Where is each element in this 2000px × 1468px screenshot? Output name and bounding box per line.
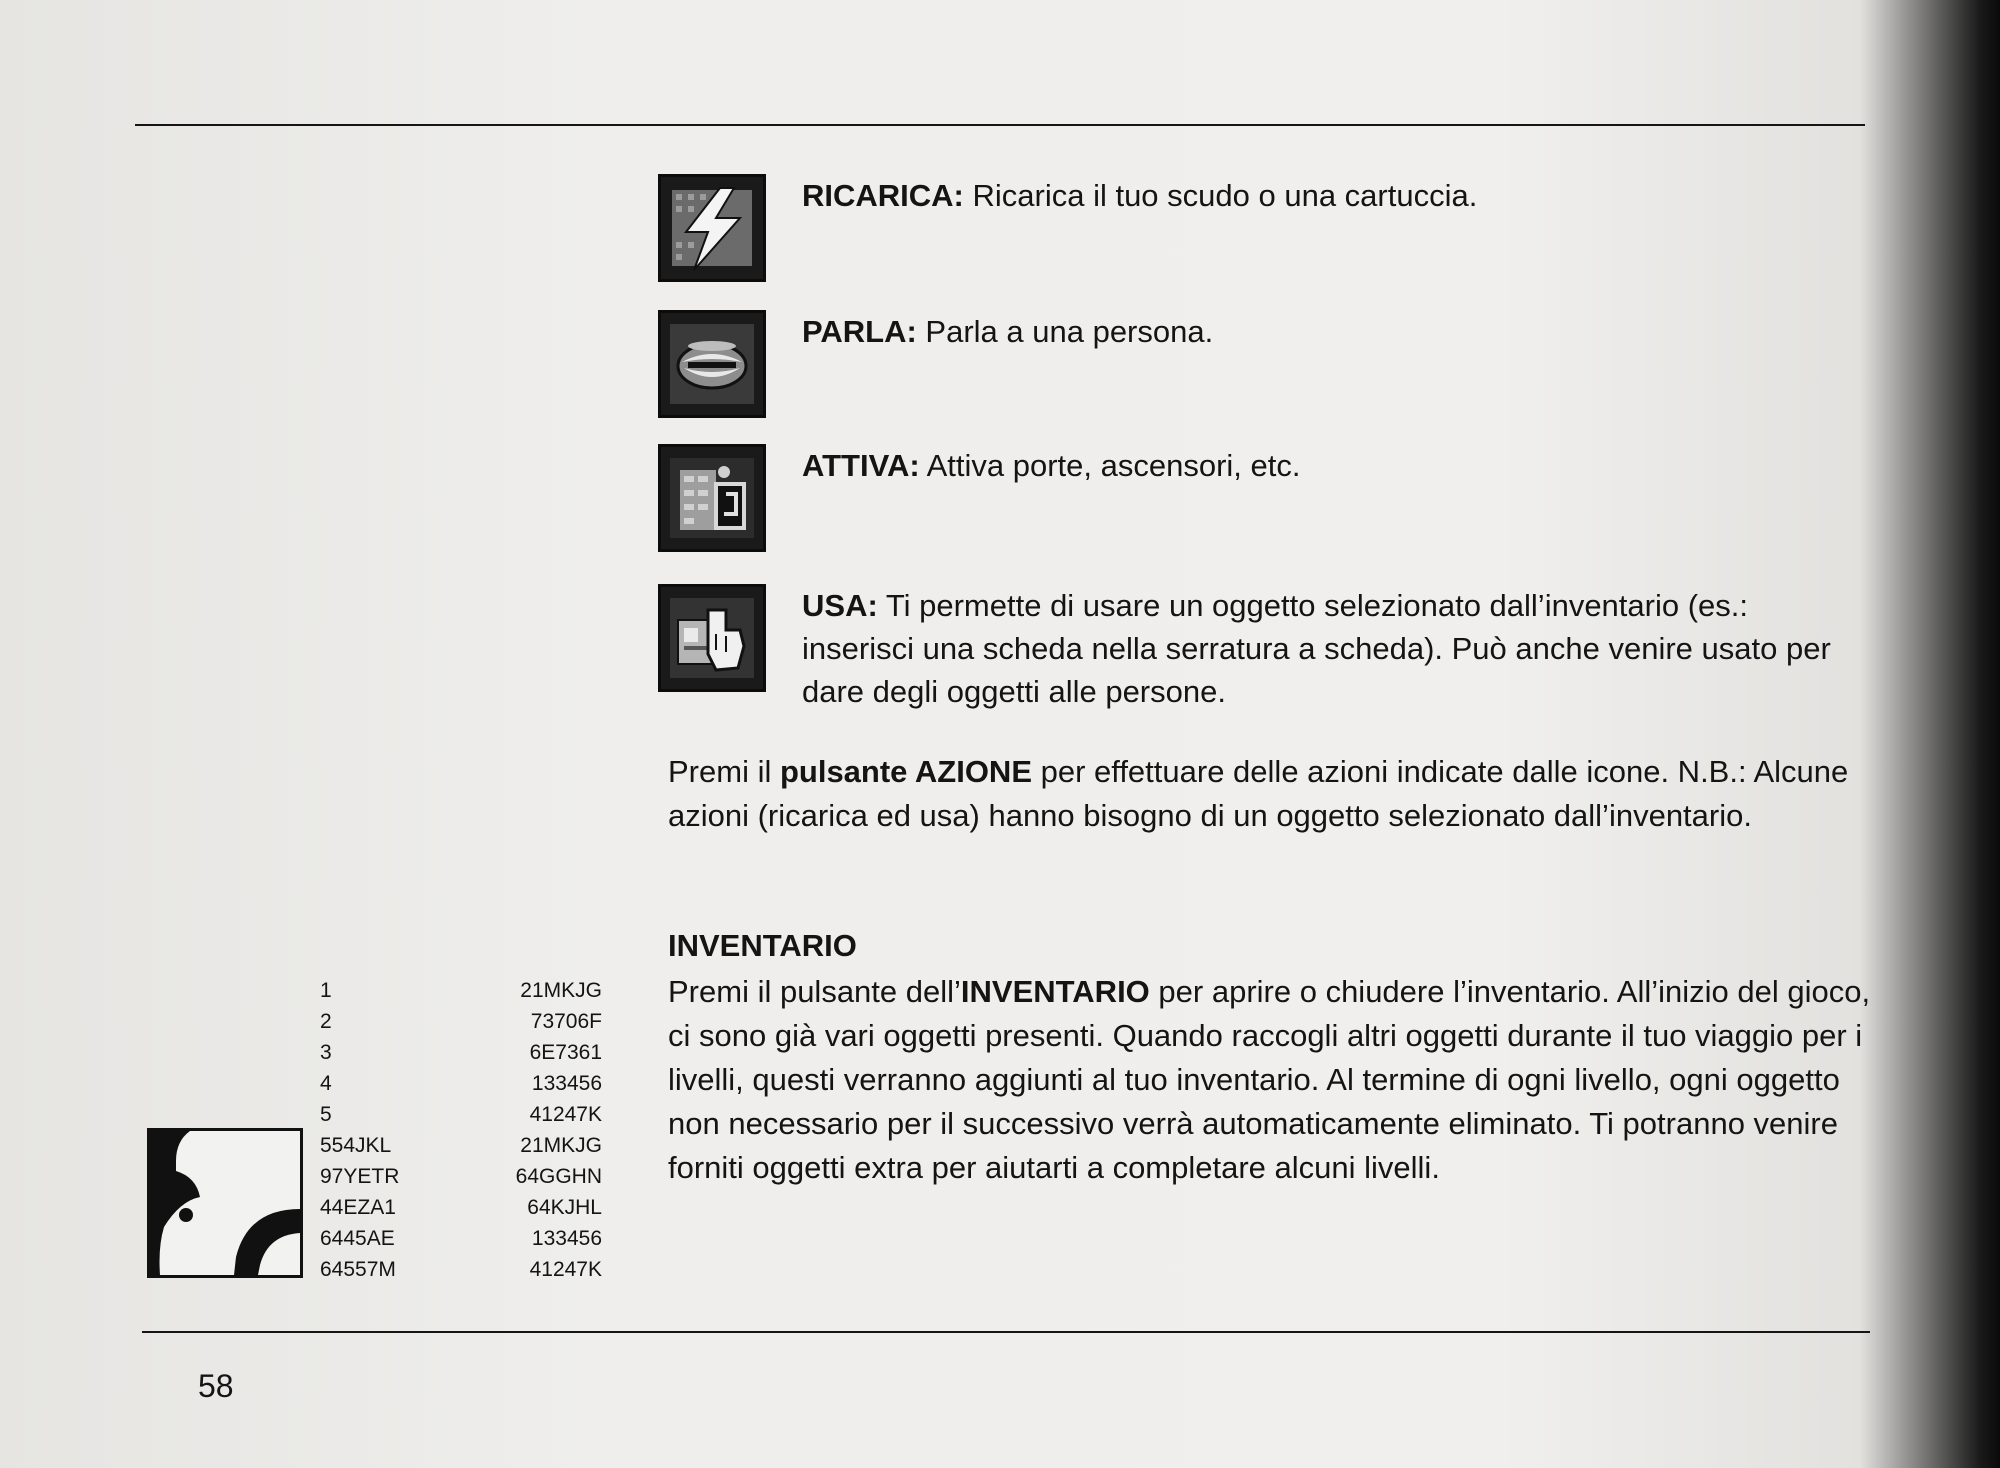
action-row-attiva — [658, 444, 1862, 552]
door-switch-icon — [658, 444, 766, 552]
corner-logo — [147, 1128, 303, 1278]
level-codes-table — [320, 975, 602, 1285]
code-right: 64GGHN — [515, 1165, 602, 1188]
lightning-icon — [658, 174, 766, 282]
table-row — [320, 1068, 602, 1099]
inventory-bold: INVENTARIO — [960, 974, 1150, 1009]
ricarica-description — [802, 174, 1862, 217]
mouth-icon — [658, 310, 766, 418]
code-left: 3 — [320, 1041, 332, 1064]
code-right: 41247K — [529, 1258, 602, 1281]
hand-card-icon — [658, 584, 766, 692]
table-row — [320, 1161, 602, 1192]
code-left: 4 — [320, 1072, 332, 1095]
code-right: 21MKJG — [520, 1134, 602, 1157]
code-left: 64557M — [320, 1258, 396, 1281]
table-row — [320, 1130, 602, 1161]
bottom-rule — [142, 1331, 1870, 1333]
code-right: 73706F — [530, 1010, 602, 1033]
code-right: 64KJHL — [527, 1196, 602, 1219]
parla-description — [802, 310, 1862, 353]
code-right: 41247K — [529, 1103, 602, 1126]
code-right: 133456 — [531, 1227, 602, 1250]
code-left: 44EZA1 — [320, 1196, 396, 1219]
code-right: 21MKJG — [520, 979, 602, 1002]
parla-text: Parla a una persona. — [916, 314, 1214, 349]
attiva-description — [802, 444, 1862, 487]
inventory-before: Premi il pulsante dell’ — [668, 974, 961, 1009]
top-rule — [135, 124, 1865, 126]
code-right: 6E7361 — [529, 1041, 602, 1064]
table-row — [320, 1254, 602, 1285]
logo-graphic — [150, 1131, 300, 1275]
table-row — [320, 975, 602, 1006]
code-left: 554JKL — [320, 1134, 392, 1157]
usa-text: Ti permette di usare un oggetto selezionato dall’inventario (es.: inserisci una scheda nella serratura a scheda). Può anche venire usato per dare degli oggetti alle persone. — [802, 588, 1831, 709]
ricarica-text: Ricarica il tuo scudo o una cartuccia. — [963, 178, 1478, 213]
code-left: 2 — [320, 1010, 332, 1033]
inventory-paragraph — [668, 970, 1878, 1190]
code-left: 1 — [320, 979, 332, 1002]
usa-description — [802, 584, 1862, 713]
table-row — [320, 1037, 602, 1068]
table-row — [320, 1099, 602, 1130]
table-row — [320, 1192, 602, 1223]
action-row-ricarica — [658, 174, 1862, 282]
action-row-usa — [658, 584, 1862, 713]
code-left: 5 — [320, 1103, 332, 1126]
attiva-label: ATTIVA: — [802, 448, 920, 483]
table-row — [320, 1223, 602, 1254]
code-left: 97YETR — [320, 1165, 400, 1188]
action-paragraph — [668, 750, 1878, 838]
inventory-after: per aprire o chiudere l’inventario. All’inizio del gioco, ci sono già vari oggetti presenti. Quando raccogli altri oggetti durante il tuo viaggio per i livelli, questi verranno aggiunti al tuo inventario. Al termine di ogni livello, ogni oggetto non necessario per il successivo verrà automaticamente eliminato. Ti potranno venire forniti oggetti extra per aiutarti a completare alcuni livelli. — [668, 974, 1871, 1185]
inventory-heading: INVENTARIO — [668, 928, 857, 963]
action-paragraph-after: per effettuare delle azioni indicate dalle icone. N.B.: Alcune azioni (ricarica ed usa) hanno bisogno di un oggetto selezionato dall’inventario. — [668, 754, 1849, 833]
usa-label: USA: — [802, 588, 878, 623]
table-row — [320, 1006, 602, 1037]
code-left: 6445AE — [320, 1227, 395, 1250]
action-paragraph-before: Premi il — [668, 754, 780, 789]
action-row-parla — [658, 310, 1862, 418]
page-number: 58 — [198, 1368, 234, 1404]
action-paragraph-bold: pulsante AZIONE — [779, 754, 1032, 789]
attiva-text: Attiva porte, ascensori, etc. — [919, 448, 1301, 483]
ricarica-label: RICARICA: — [802, 178, 964, 213]
parla-label: PARLA: — [802, 314, 917, 349]
code-right: 133456 — [531, 1072, 602, 1095]
